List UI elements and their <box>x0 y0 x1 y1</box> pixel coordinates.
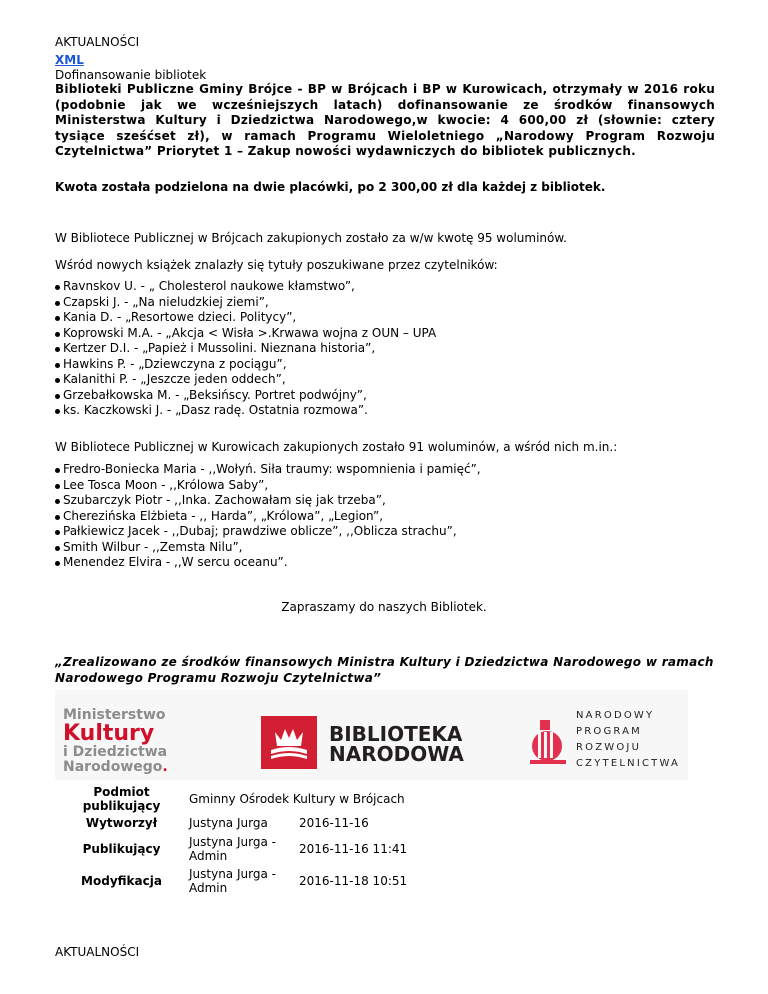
article-title: Dofinansowanie bibliotek <box>55 68 207 82</box>
brojce-intro: W Bibliotece Publicznej w Brójcach zakupionych zostało za w/w kwotę 95 woluminów. <box>55 231 567 245</box>
mkidn-line3: i Dziedzictwa <box>63 744 168 760</box>
meta-value: Justyna Jurga <box>189 816 268 830</box>
xml-link[interactable]: XML <box>55 53 84 67</box>
meta-label: Podmiot publikujący <box>82 785 161 813</box>
kurowice-book-list <box>55 462 481 571</box>
biblioteka-narodowa-logo: BIBLIOTEKA NARODOWA <box>329 722 464 766</box>
meta-label: Publikujący <box>82 842 161 856</box>
list-item: ks. Kaczkowski J. - „Dasz radę. Ostatnia rozmowa”. <box>55 403 436 419</box>
table-row <box>58 865 411 897</box>
table-row <box>58 785 411 813</box>
crown-icon <box>261 716 317 769</box>
list-item: Menendez Elvira - ,,W sercu oceanu”. <box>55 555 481 571</box>
invitation-text: Zapraszamy do naszych Bibliotek. <box>281 600 487 614</box>
list-item: Cherezińska Elżbieta - ,, Harda”, „Królowa”, „Legion”, <box>55 509 481 525</box>
kurowice-intro: W Bibliotece Publicznej w Kurowicach zakupionych zostało 91 woluminów, a wśród nich m.in.: <box>55 440 618 454</box>
list-item: Fredro-Boniecka Maria - ,,Wołyń. Siła traumy: wspomnienia i pamięć”, <box>55 462 481 478</box>
mkidn-line2: Kultury <box>63 721 155 746</box>
section-header: AKTUALNOŚCI <box>55 35 140 49</box>
table-row <box>58 813 411 833</box>
lead-paragraph: Biblioteki Publiczne Gminy Brójce - BP w Brójcach i BP w Kurowicach, otrzymały w 2016 roku (podobnie jak we wcześniejszych latach) dofinansowanie ze środków finansowych Ministerstwa Kultury i Dziedzictwa Narodowego,w kwocie: 4 600,00 zł (słownie: cztery tysiące sześćset zł), w ramach Programu Wieloletniego „Narodowy Program Rozwoju Czytelnictwa” Priorytet 1 – Zakup nowości wydawniczych do bibliotek publicznych. <box>55 82 715 158</box>
list-item: Kertzer D.I. - „Papież i Mussolini. Nieznana historia”, <box>55 341 436 357</box>
meta-value: Justyna Jurga - Admin <box>189 867 276 895</box>
meta-label: Modyfikacja <box>81 874 162 888</box>
metadata-table <box>58 785 411 897</box>
footer-section-label: AKTUALNOŚCI <box>55 945 140 959</box>
brojce-book-list <box>55 279 436 419</box>
meta-date: 2016-11-18 10:51 <box>299 874 408 888</box>
meta-value: Gminny Ośrodek Kultury w Brójcach <box>189 792 405 806</box>
list-item: Czapski J. - „Na nieludzkiej ziemi”, <box>55 295 436 311</box>
list-item: Szubarczyk Piotr - ,,Inka. Zachowałam się jak trzeba”, <box>55 493 481 509</box>
list-item: Kalanithi P. - „Jeszcze jeden oddech”, <box>55 372 436 388</box>
mkidn-line4: Narodowego. <box>63 759 168 775</box>
funding-quote: „Zrealizowano ze środków finansowych Ministra Kultury i Dziedzictwa Narodowego w ramach Narodowego Programu Rozwoju Czytelnictwa” <box>55 655 714 685</box>
mkidn-line1: Ministerstwo <box>63 707 166 723</box>
nprc-logo-text: NARODOWY PROGRAM ROZWOJU CZYTELNICTWA <box>576 710 681 769</box>
list-item: Hawkins P. - „Dziewczyna z pociągu”, <box>55 357 436 373</box>
list-item: Kania D. - „Resortowe dzieci. Politycy”, <box>55 310 436 326</box>
meta-label: Wytworzył <box>85 816 158 830</box>
mkidn-logo <box>63 708 168 775</box>
list-item: Grzebałkowska M. - „Beksińscy. Portret podwójny”, <box>55 388 436 404</box>
locomotive-icon <box>520 712 580 772</box>
list-item: Ravnskov U. - „ Cholesterol naukowe kłamstwo”, <box>55 279 436 295</box>
list-item: Lee Tosca Moon - ,,Królowa Saby”, <box>55 478 481 494</box>
meta-date: 2016-11-16 <box>299 816 369 830</box>
table-row <box>58 833 411 865</box>
amount-paragraph: Kwota została podzielona na dwie placówki, po 2 300,00 zł dla każdej z bibliotek. <box>55 180 606 194</box>
meta-date: 2016-11-16 11:41 <box>299 842 408 856</box>
list-item: Pałkiewicz Jacek - ,,Dubaj; prawdziwe oblicze”, ,,Oblicza strachu”, <box>55 524 481 540</box>
sponsor-logos <box>55 690 688 780</box>
brojce-list-intro: Wśród nowych książek znalazły się tytuły poszukiwane przez czytelników: <box>55 258 498 272</box>
meta-value: Justyna Jurga - Admin <box>189 835 276 863</box>
list-item: Smith Wilbur - ,,Zemsta Nilu”, <box>55 540 481 556</box>
list-item: Koprowski M.A. - „Akcja < Wisła >.Krwawa wojna z OUN – UPA <box>55 326 436 342</box>
